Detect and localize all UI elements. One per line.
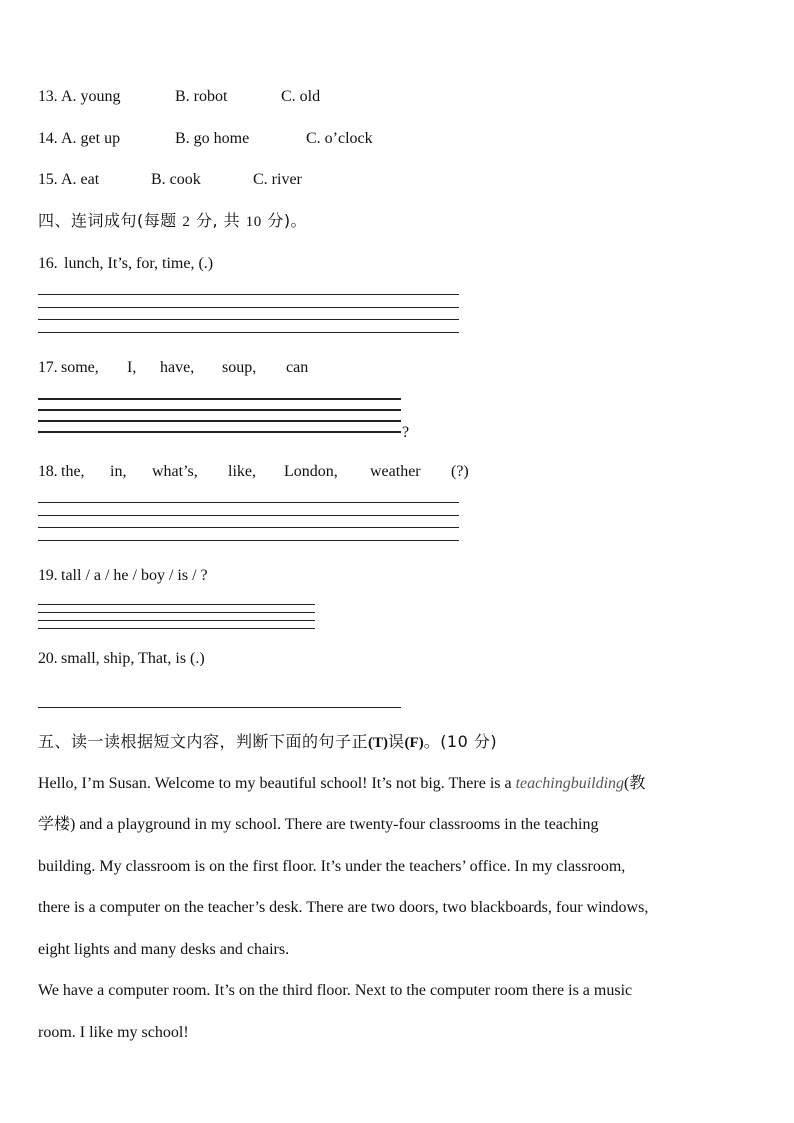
answer-line-20[interactable] xyxy=(38,707,401,708)
word: in, xyxy=(110,463,127,480)
word: some, xyxy=(61,359,99,376)
passage-text: (教 xyxy=(624,775,646,792)
option-c: C. river xyxy=(253,171,302,188)
answer-line xyxy=(38,527,459,528)
word: like, xyxy=(228,463,256,480)
answer-line xyxy=(38,332,459,333)
heading-number: 2 xyxy=(182,214,191,230)
question-number: 17. xyxy=(38,359,58,376)
question-20-words: small, ship, That, is (.) xyxy=(61,650,205,667)
heading-text: 。(10 分) xyxy=(423,732,498,751)
word: what’s, xyxy=(152,463,198,480)
heading-text: 分, 共 xyxy=(195,211,241,230)
option-b: B. go home xyxy=(175,130,250,147)
passage-line: 学楼) and a playground in my school. There are twenty-four classrooms in the teaching xyxy=(38,816,599,833)
option-a: A. young xyxy=(61,88,121,105)
answer-line xyxy=(38,294,459,295)
option-b: B. robot xyxy=(175,88,228,105)
passage-line xyxy=(38,774,645,794)
true-mark: (T) xyxy=(368,735,389,751)
question-number: 14. xyxy=(38,130,58,147)
passage-line: eight lights and many desks and chairs. xyxy=(38,941,290,958)
word: can xyxy=(286,359,309,376)
word: have, xyxy=(160,359,195,376)
option-b: B. cook xyxy=(151,171,201,188)
option-c: C. old xyxy=(281,88,321,105)
answer-line xyxy=(38,628,315,629)
answer-line xyxy=(38,612,315,613)
question-number: 13. xyxy=(38,88,58,105)
word: the, xyxy=(61,463,85,480)
answer-line xyxy=(38,398,401,400)
false-mark: (F) xyxy=(404,735,424,751)
passage-line: room. I like my school! xyxy=(38,1024,189,1041)
option-a: A. eat xyxy=(61,171,100,188)
answer-line xyxy=(38,319,459,320)
word: weather xyxy=(370,463,421,480)
passage-line: building. My classroom is on the first floor. It’s under the teachers’ office. In my classroom, xyxy=(38,858,626,875)
answer-line xyxy=(38,620,315,621)
section-4-heading xyxy=(38,210,307,233)
answer-line xyxy=(38,502,459,503)
heading-number: 10 xyxy=(245,214,262,230)
answer-line xyxy=(38,515,459,516)
question-number: 20. xyxy=(38,650,58,667)
question-number: 15. xyxy=(38,171,58,188)
word: (?) xyxy=(451,463,469,480)
option-a: A. get up xyxy=(61,130,121,147)
heading-text: 四、连词成句(每题 xyxy=(38,211,177,230)
option-c: C. o’clock xyxy=(306,130,373,147)
word: London, xyxy=(284,463,338,480)
question-number: 18. xyxy=(38,463,58,480)
answer-line xyxy=(38,409,401,411)
passage-italic-term: teachingbuilding xyxy=(515,775,625,792)
answer-line xyxy=(38,540,459,541)
heading-text: 五、读一读根据短文内容，判断下面的句子正 xyxy=(38,732,369,751)
answer-line xyxy=(38,431,401,433)
word: soup, xyxy=(222,359,257,376)
question-19-words: tall / a / he / boy / is / ? xyxy=(61,567,208,584)
question-number: 16. xyxy=(38,255,58,272)
passage-text: Hello, I’m Susan. Welcome to my beautiful school! It’s not big. There is a xyxy=(38,775,516,792)
section-5-heading xyxy=(38,731,497,754)
answer-line xyxy=(38,604,315,605)
end-punctuation: ? xyxy=(402,424,410,441)
answer-line xyxy=(38,420,401,422)
question-16-words: lunch, It’s, for, time, (.) xyxy=(64,255,214,272)
heading-text: 误 xyxy=(388,732,405,751)
answer-line xyxy=(38,307,459,308)
question-number: 19. xyxy=(38,567,58,584)
heading-text: 分)。 xyxy=(267,211,308,230)
passage-line: there is a computer on the teacher’s desk. There are two doors, two blackboards, four windows, xyxy=(38,899,649,916)
passage-line: We have a computer room. It’s on the third floor. Next to the computer room there is a music xyxy=(38,982,633,999)
word: I, xyxy=(127,359,137,376)
